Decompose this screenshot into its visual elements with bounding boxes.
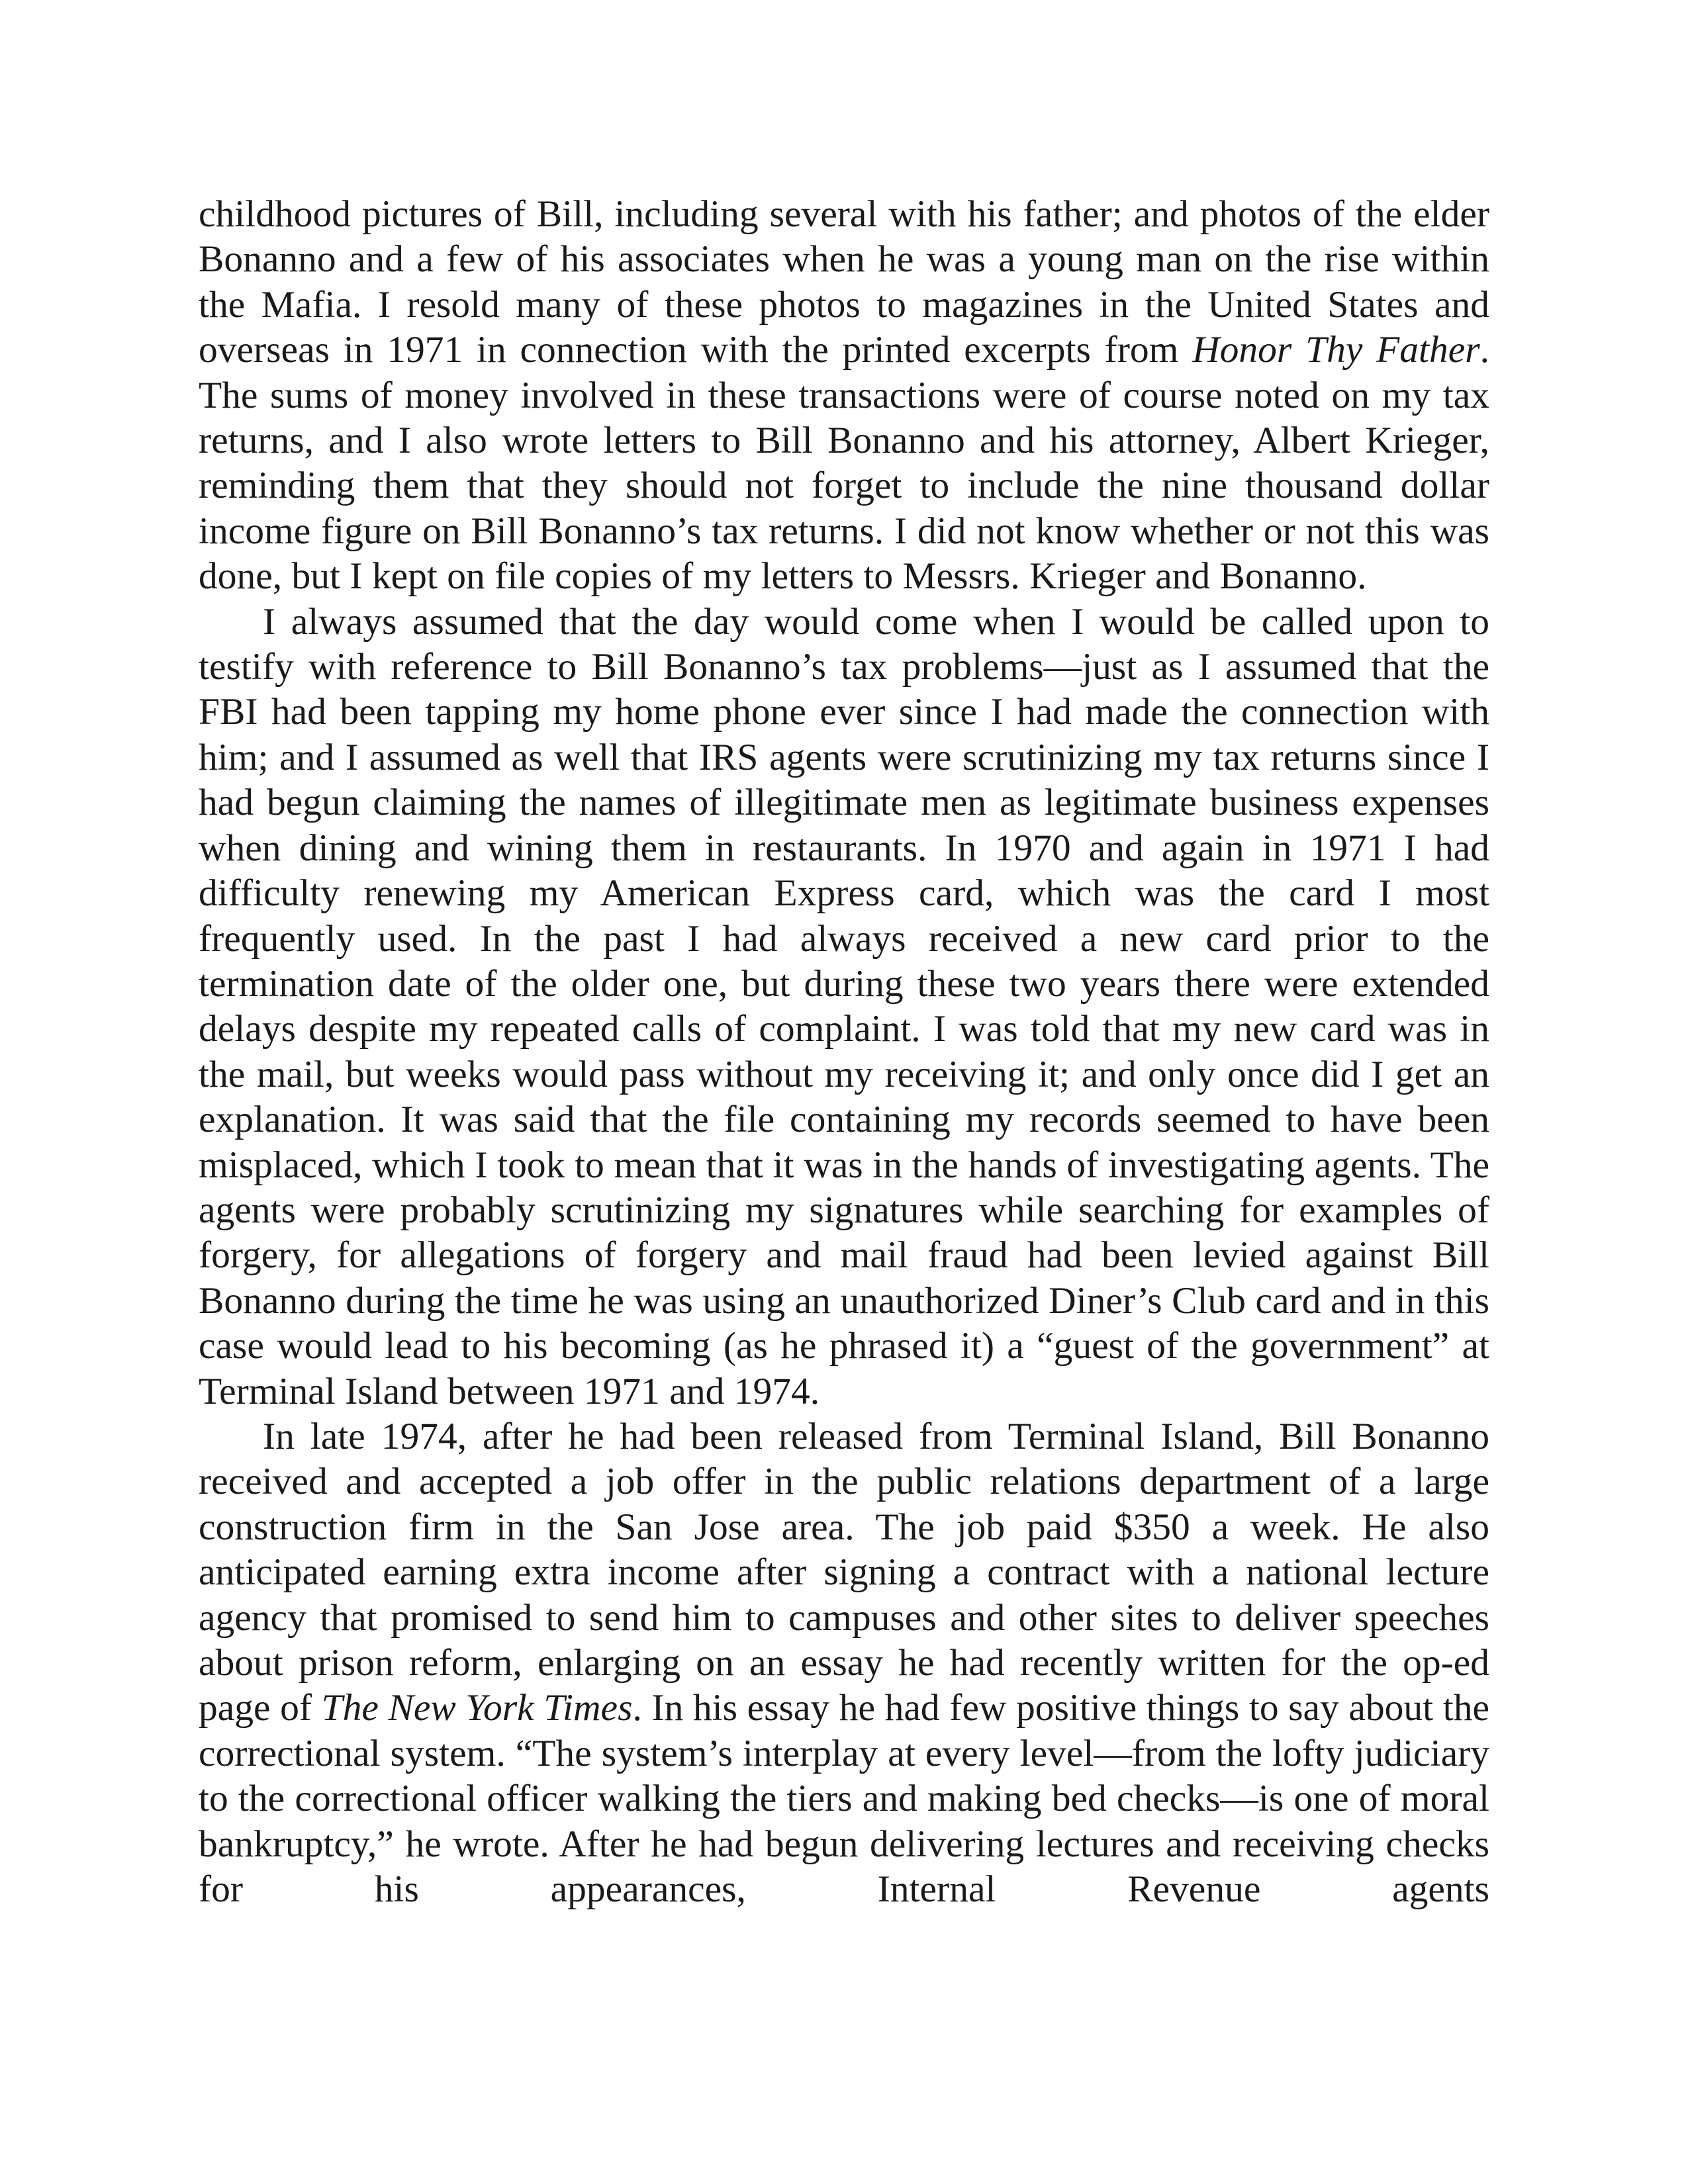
paragraph-3-text-2: . In his essay he had few positive things to say about the correctional system. “The system’s interplay at every level—from the lofty judiciary to the correctional officer walking the tiers and making bed checks—is one of moral bankruptcy,” he wrote. After he had begun delivering lectures and receiving checks for his appearances, Internal Revenue agents [199,1687,1489,1911]
paragraph-2-text: I always assumed that the day would come when I would be called upon to testify with reference to Bill Bonanno’s tax problems—just as I assumed that the FBI had been tapping my home phone ever since I had made the connection with him; and I assumed as well that IRS agents were scrutinizing my tax returns since I had begun claiming the names of illegitimate men as legitimate business expenses when dining and wining them in restaurants. In 1970 and again in 1971 I had difficulty renewing my American Express card, which was the card I most frequently used. In the past I had always received a new card prior to the termination date of the older one, but during these two years there were extended delays despite my repeated calls of complaint. I was told that my new card was in the mail, but weeks would pass without my receiving it; and only once did I get an explanation. It was said that the file containing my records seemed to have been misplaced, which I took to mean that it was in the hands of investigating agents. The agents were probably scrutinizing my signatures while searching for examples of forgery, for allegations of forgery and mail fraud had been levied against Bill Bonanno during the time he was using an unauthorized Diner’s Club card and in this case would lead to his becoming (as he phrased it) a “guest of the government” at Terminal Island between 1971 and 1974. [199,600,1489,1412]
paragraph-1 [199,192,1489,600]
paragraph-3-text-1: In late 1974, after he had been released from Terminal Island, Bill Bonanno received and accepted a job offer in the public relations department of a large construction firm in the San Jose area. The job paid $350 a week. He also anticipated earning extra income after signing a contract with a national lecture agency that promised to send him to campuses and other sites to deliver speeches about prison reform, enlarging on an essay he had recently written for the op-ed page of [199,1415,1489,1729]
paragraph-1-text-2: . The sums of money involved in these transactions were of course noted on my tax returns, and I also wrote letters to Bill Bonanno and his attorney, Albert Krieger, reminding them that they should not forget to include the nine thousand dollar income figure on Bill Bonanno’s tax returns. I did not know whether or not this was done, but I kept on file copies of my letters to Messrs. Krieger and Bonanno. [199,329,1489,598]
paragraph-3 [199,1414,1489,1912]
book-page [199,192,1489,1912]
publication-title-new-york-times: The New York Times [321,1687,633,1729]
paragraph-1-text-1: childhood pictures of Bill, including several with his father; and photos of the elder Bonanno and a few of his associates when he was a young man on the rise within the Mafia. I resold many of these photos to magazines in the United States and overseas in 1971 in connection with the printed excerpts from [199,193,1489,371]
paragraph-2 [199,600,1489,1414]
book-title-honor-thy-father: Honor Thy Father [1192,329,1480,371]
